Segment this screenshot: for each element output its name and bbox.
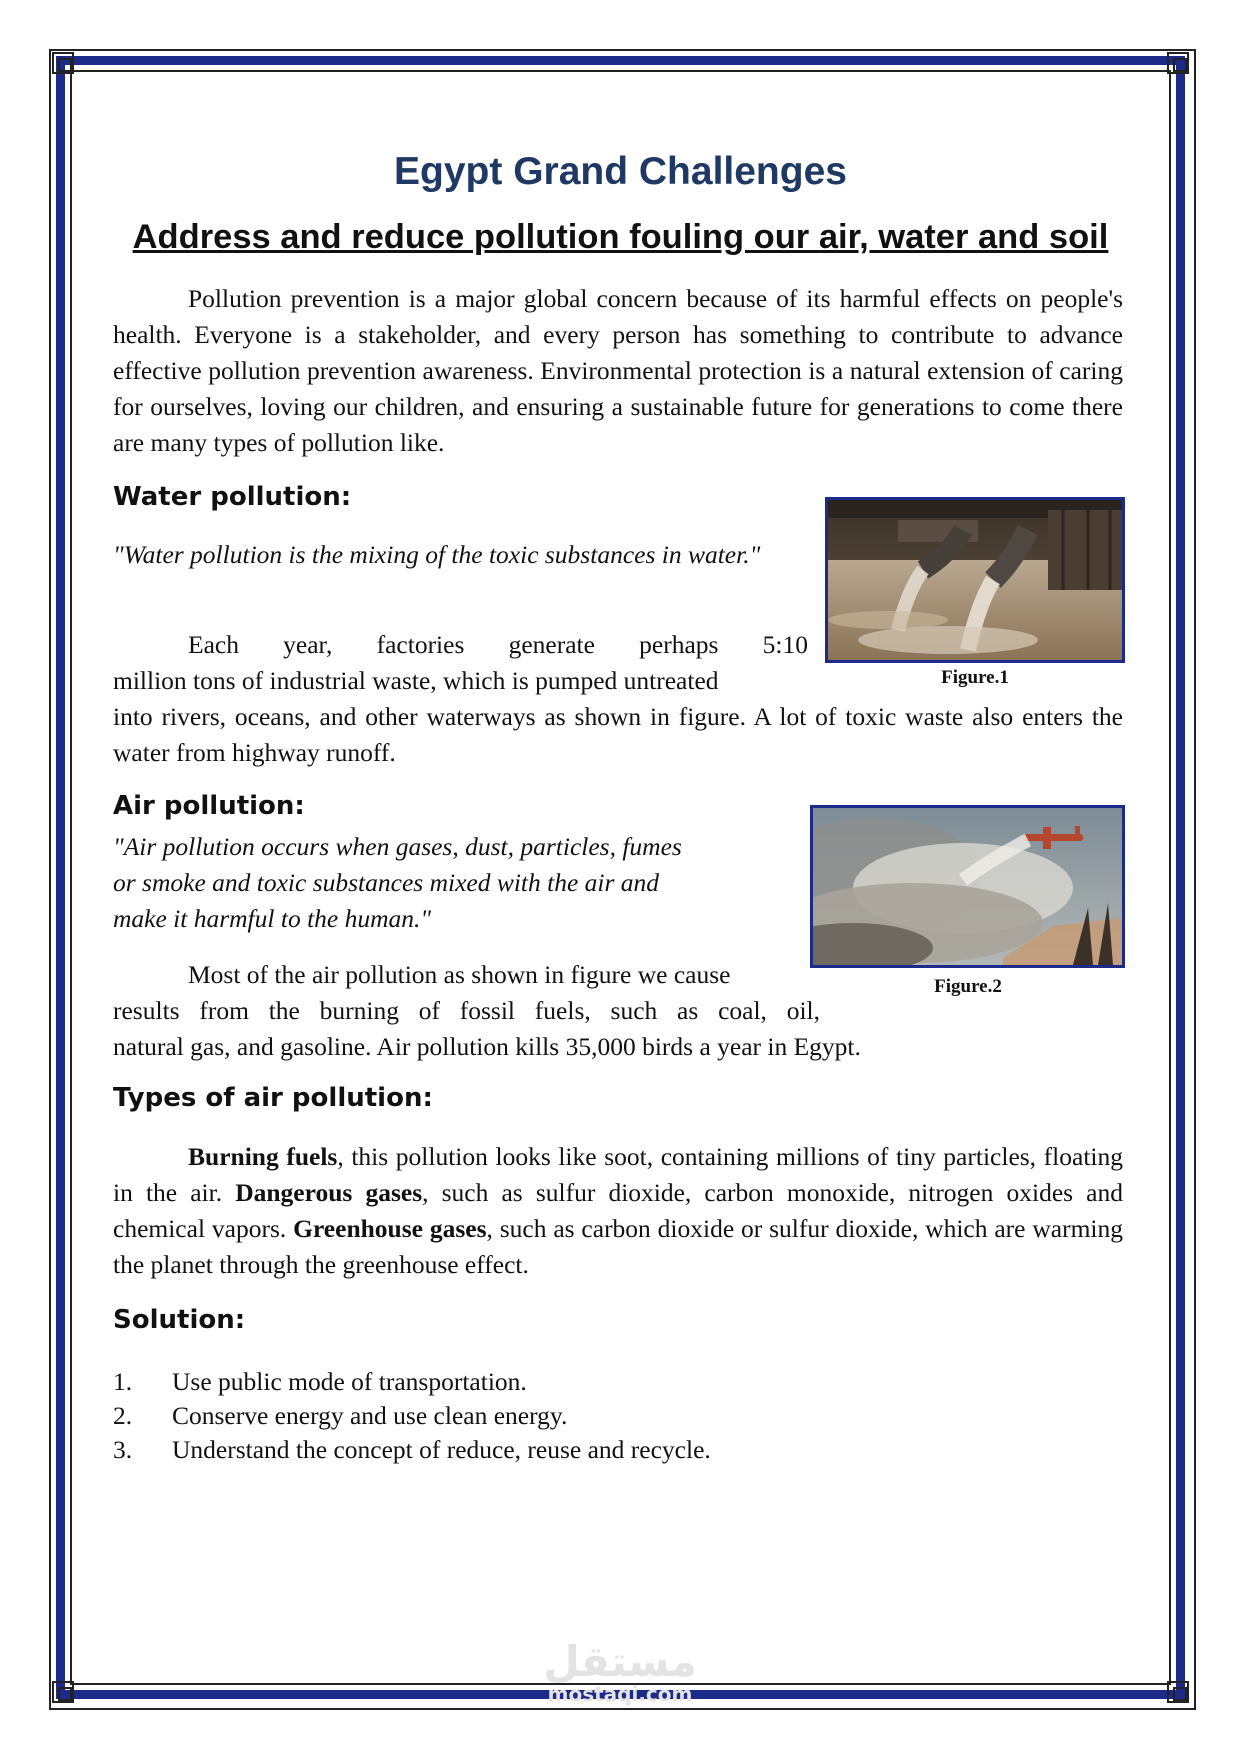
pipes-discharging-water-illustration: [828, 500, 1122, 660]
types-paragraph: [113, 1139, 1123, 1283]
air-body-line-1: Most of the air pollution as shown in figure we cause: [188, 960, 731, 989]
watermark-latin: mostaqi.com: [547, 1682, 693, 1706]
text-burning-fuels: , this pollution looks like soot, containing millions of tiny particles, floating in the air.: [113, 1142, 1123, 1207]
air-definition-line-2: or smoke and toxic substances mixed with the air and: [113, 868, 660, 897]
air-definition-line-1: "Air pollution occurs when gases, dust, particles, fumes: [113, 832, 682, 861]
solution-heading: Solution:: [113, 1305, 246, 1335]
air-body-line-3: natural gas, and gasoline. Air pollution kills 35,000 birds a year in Egypt.: [113, 1032, 861, 1061]
figure-1-caption: Figure.1: [941, 667, 1009, 688]
list-item-text: Conserve energy and use clean energy.: [172, 1401, 568, 1430]
term-dangerous-gases: Dangerous gases: [235, 1178, 423, 1207]
list-item-text: Use public mode of transportation.: [172, 1367, 527, 1396]
list-item-number: 3.: [113, 1435, 133, 1464]
corner-ornament-top-left: [52, 52, 74, 74]
text-dangerous-gases: , such as sulfur dioxide, carbon monoxide, nitrogen oxides and chemical vapors.: [113, 1178, 1124, 1243]
water-pollution-heading: Water pollution:: [113, 482, 352, 512]
air-definition-line-3: make it harmful to the human.": [113, 904, 432, 933]
water-body-line-2: million tons of industrial waste, which is pumped untreated: [113, 666, 719, 695]
term-greenhouse-gases: Greenhouse gases: [293, 1214, 487, 1243]
page-title: Egypt Grand Challenges: [394, 150, 847, 193]
figure-2-caption: Figure.2: [934, 976, 1002, 997]
watermark: [540, 1637, 700, 1706]
figure-2-image: [810, 805, 1125, 968]
figure-1-image: [825, 497, 1125, 663]
term-burning-fuels: Burning fuels: [188, 1142, 338, 1171]
air-pollution-heading: Air pollution:: [113, 791, 305, 821]
list-item: [113, 1433, 1013, 1467]
list-item-text: Understand the concept of reduce, reuse and recycle.: [172, 1435, 711, 1464]
list-item-number: 2.: [113, 1401, 133, 1430]
watermark-arabic: مستقل: [543, 1637, 697, 1686]
list-item-number: 1.: [113, 1367, 133, 1396]
list-item: [113, 1399, 1013, 1433]
corner-ornament-bottom-left: [52, 1681, 74, 1703]
types-of-air-pollution-heading: Types of air pollution:: [113, 1083, 433, 1113]
water-body-rest: into rivers, oceans, and other waterways as shown in figure. A lot of toxic waste also enters the water from highway runoff.: [113, 702, 1123, 767]
air-body-line-2: results from the burning of fossil fuels, such as coal, oil,: [113, 996, 820, 1025]
solution-list: [113, 1365, 1013, 1467]
text-greenhouse-gases: , such as carbon dioxide or sulfur dioxide, which are warming the planet through the greenhouse effect.: [113, 1214, 1123, 1279]
list-item: [113, 1365, 1013, 1399]
plane-spraying-smoke-illustration: [813, 808, 1122, 965]
water-pollution-definition: "Water pollution is the mixing of the toxic substances in water.": [113, 540, 761, 569]
corner-ornament-bottom-right: [1167, 1681, 1189, 1703]
water-body-line-1: Each year, factories generate perhaps 5:10: [188, 630, 808, 659]
corner-ornament-top-right: [1167, 52, 1189, 74]
page-subtitle: Address and reduce pollution fouling our air, water and soil: [132, 218, 1109, 256]
intro-paragraph: Pollution prevention is a major global concern because of its harmful effects on people's health. Everyone is a stakeholder, and every person has something to contribute to advance effective pollution prevention awareness. Environmental protection is a natural extension of caring for ourselves, loving our children, and ensuring a sustainable future for generations to come there are many types of pollution like.: [113, 284, 1123, 457]
